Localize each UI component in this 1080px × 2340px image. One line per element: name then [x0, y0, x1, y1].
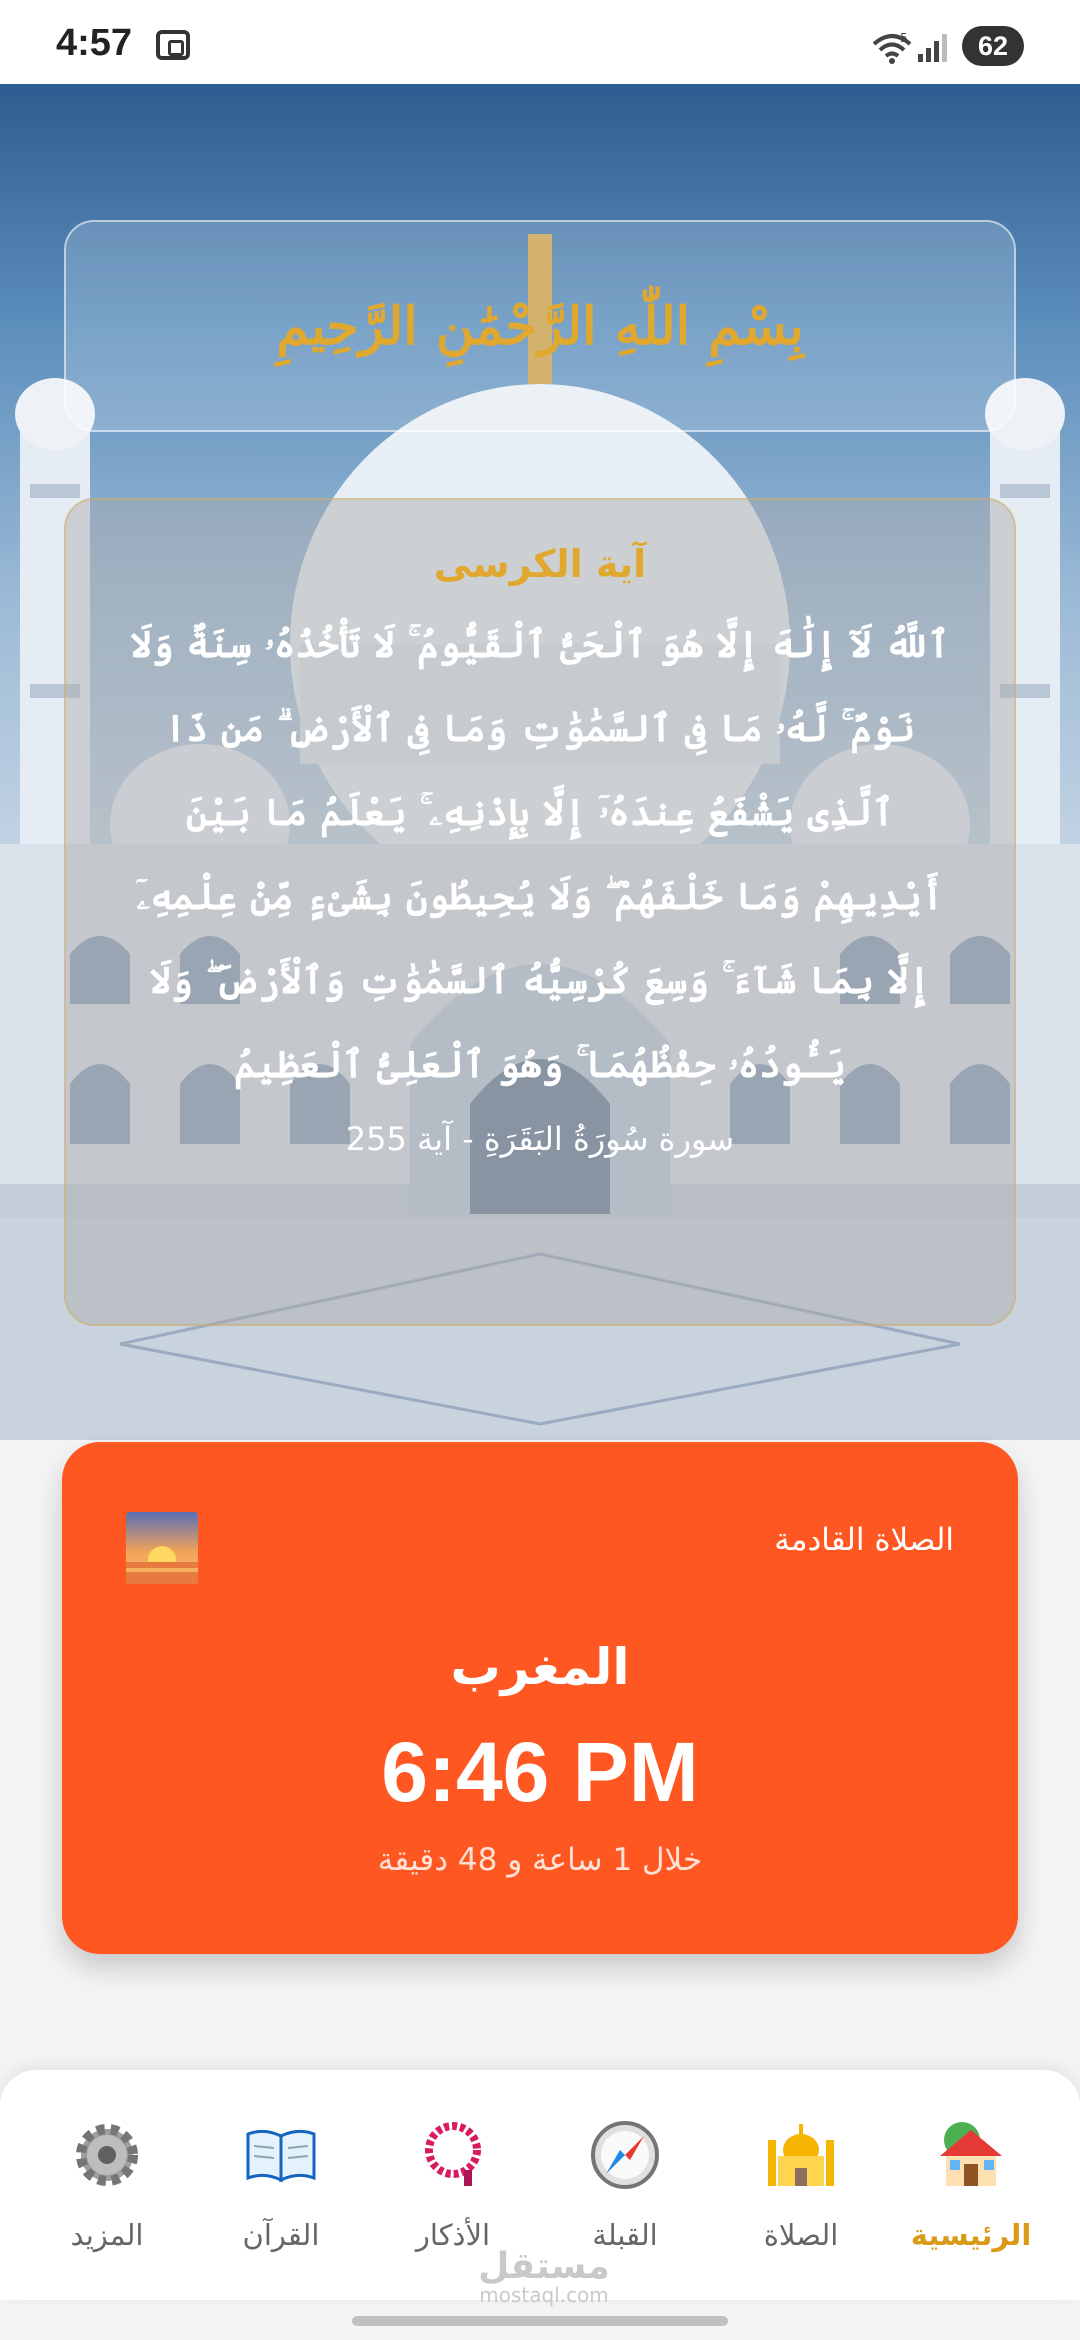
- nav-azkar[interactable]: [368, 2116, 538, 2266]
- compass-icon: [586, 2116, 664, 2194]
- watermark-latin: mostaql.com: [479, 2283, 609, 2307]
- nav-home-label: الرئيسية: [910, 2218, 1032, 2252]
- wifi-icon: [870, 30, 914, 66]
- nav-more-label: المزيد: [70, 2218, 144, 2252]
- nav-qibla-label: القبلة: [592, 2218, 658, 2252]
- sunset-icon: [126, 1512, 198, 1584]
- status-bar: [0, 0, 1080, 84]
- next-prayer-name: المغرب: [450, 1638, 630, 1696]
- nav-prayer-label: الصلاة: [763, 2218, 839, 2252]
- network-badge: 5: [900, 31, 908, 45]
- next-prayer-time: 6:46 PM: [381, 1725, 699, 1819]
- basmala-card: [64, 220, 1016, 432]
- signal-icon: [916, 32, 950, 64]
- mosque-icon: [762, 2116, 840, 2194]
- quran-book-icon: [242, 2116, 320, 2194]
- prayer-beads-icon: [414, 2116, 492, 2194]
- nav-quran[interactable]: [196, 2116, 366, 2266]
- nav-prayer[interactable]: [716, 2116, 886, 2266]
- next-prayer-label: الصلاة القادمة: [774, 1522, 954, 1558]
- basmala-text: بِسْمِ اللّٰهِ الرَّحْمَٰنِ الرَّحِيمِ: [276, 295, 804, 357]
- ayah-reference: سورة سُورَةُ البَقَرَةِ - آية 255: [345, 1120, 735, 1158]
- nav-home[interactable]: [886, 2116, 1056, 2266]
- nav-more[interactable]: [22, 2116, 192, 2266]
- watermark-arabic: مستقل: [478, 2246, 610, 2287]
- ayat-al-kursi-card: [64, 498, 1016, 1326]
- time-remaining: خلال 1 ساعة و 48 دقيقة: [377, 1842, 703, 1878]
- home-icon: [932, 2116, 1010, 2194]
- screen-record-icon: [156, 30, 190, 60]
- ayah-text: ٱللَّهُ لَآ إِلَٰهَ إِلَّا هُوَ ٱلْحَىُّ ٱلْقَيُّومُ ۚ لَا تَأْخُذُهُۥ سِنَةٌ وَلَا نَوْمٌ ۚ لَّهُۥ مَا فِى ٱلسَّمَٰوَٰتِ وَمَا فِى ٱلْأَرْضِ ۗ مَن ذَا ٱلَّذِى يَشْفَعُ عِندَهُۥٓ إِلَّا بِإِذْنِهِۦ ۚ يَعْلَمُ مَا بَيْنَ أَيْدِيهِمْ وَمَا خَلْفَهُمْ ۖ وَلَا يُحِيطُونَ بِشَىْءٍ مِّنْ عِلْمِهِۦٓ إِلَّا بِمَا شَآءَ ۚ وَسِعَ كُرْسِيُّهُ ٱلسَّمَٰوَٰتِ وَٱلْأَرْضَ ۖ وَلَا يَـُٔودُهُۥ حِفْظُهُمَا ۚ وَهُوَ ٱلْعَلِىُّ ٱلْعَظِيمُ: [130, 622, 950, 1086]
- ayah-title: آية الكرسى: [433, 542, 647, 586]
- gear-icon: [68, 2116, 146, 2194]
- home-indicator[interactable]: [352, 2316, 728, 2326]
- battery-indicator: 62: [962, 26, 1024, 66]
- nav-qibla[interactable]: [540, 2116, 710, 2266]
- watermark: [474, 2246, 614, 2307]
- next-prayer-card[interactable]: [62, 1442, 1018, 1954]
- nav-azkar-label: الأذكار: [415, 2218, 491, 2252]
- nav-quran-label: القرآن: [242, 2218, 320, 2252]
- status-time: 4:57: [56, 22, 133, 64]
- hero-section: [0, 84, 1080, 1440]
